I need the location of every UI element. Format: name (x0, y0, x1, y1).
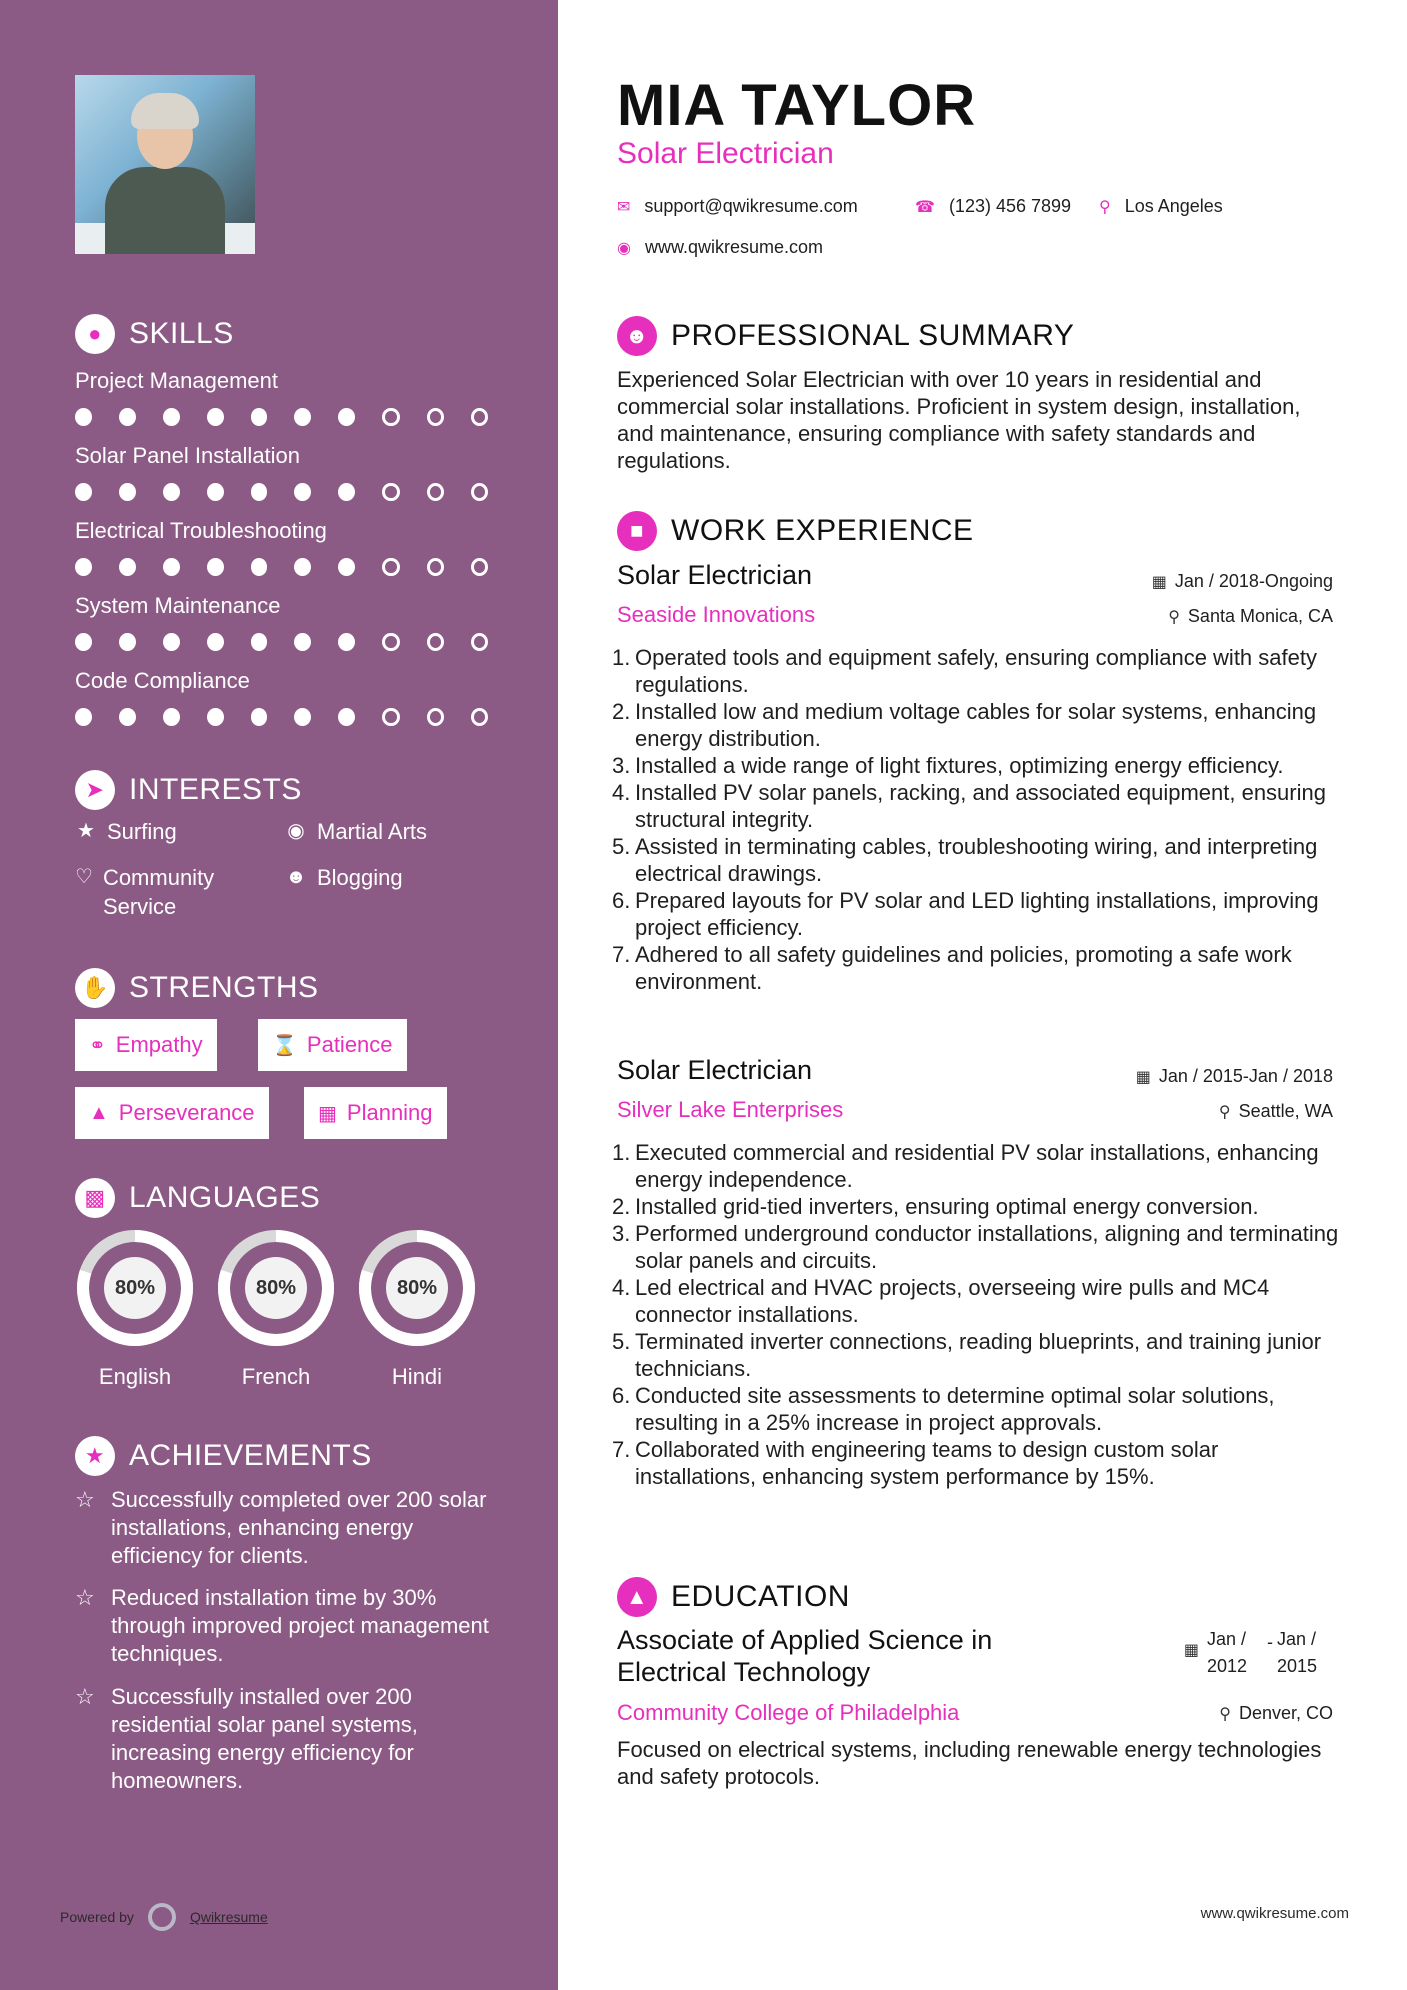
language-percent: 80% (386, 1257, 448, 1319)
duty-item: Adhered to all safety guidelines and policies, promoting a safe work environment. (635, 942, 1292, 994)
job-company: Seaside Innovations (617, 602, 816, 627)
sidebar (0, 0, 558, 1990)
hourglass-icon: ⌛ (272, 1034, 297, 1057)
map-pin-icon: ⚲ (1099, 198, 1111, 216)
skills-heading: ● SKILLS (75, 314, 234, 354)
globe-icon: ◉ (617, 239, 631, 257)
education-description: Focused on electrical systems, including renewable energy technologies and safety protocols. (617, 1737, 1322, 1789)
rating-dot (338, 633, 355, 651)
rating-dot (207, 708, 224, 726)
skill-item (75, 518, 515, 576)
rating-dot (119, 408, 136, 426)
language-name: Hindi (391, 1364, 443, 1389)
language-item (355, 1226, 479, 1390)
fist-icon: ✋ (75, 968, 115, 1008)
education-heading: ▲ EDUCATION (617, 1577, 850, 1617)
rating-dot (427, 558, 444, 576)
summary-heading: ☻ PROFESSIONAL SUMMARY (617, 316, 1074, 356)
rating-dot (471, 408, 488, 426)
rating-dot (338, 558, 355, 576)
duty-item: Performed underground conductor installations, aligning and terminating solar panels and circuits. (635, 1221, 1339, 1273)
skill-item (75, 443, 515, 501)
candidate-name: MIA TAYLOR (617, 73, 977, 138)
star-hand-icon: ☆ (75, 1487, 95, 1512)
degree: Associate of Applied Science in Electrical Technology (617, 1625, 993, 1687)
rating-dot (163, 633, 180, 651)
rating-dot (163, 408, 180, 426)
strengths-heading: ✋ STRENGTHS (75, 968, 319, 1008)
profile-photo (75, 75, 255, 254)
rating-dot (75, 408, 92, 426)
achievements-heading: ★ ACHIEVEMENTS (75, 1436, 372, 1476)
duty-item: Installed PV solar panels, racking, and associated equipment, ensuring structural integrity. (635, 780, 1326, 832)
user-icon: ☻ (617, 316, 657, 356)
duty-item: Executed commercial and residential PV solar installations, enhancing energy independence. (635, 1140, 1319, 1192)
language-name: English (98, 1364, 172, 1389)
users-icon: ☻ (285, 866, 307, 888)
language-percent: 80% (104, 1257, 166, 1319)
phone: ☎ (123) 456 7899 (915, 196, 1072, 216)
job-duties (612, 1139, 1342, 1490)
rating-dot (119, 483, 136, 501)
star-icon: ★ (77, 820, 95, 842)
rating-dot (75, 708, 92, 726)
rating-dot (471, 483, 488, 501)
powered-by: Powered by Qwikresume (60, 1903, 268, 1931)
location: ⚲ Los Angeles (1099, 196, 1223, 216)
language-percent: 80% (245, 1257, 307, 1319)
job-role: Solar Electrician (617, 1055, 813, 1085)
skill-item (75, 368, 515, 426)
rating-dot (163, 558, 180, 576)
duty-item: Terminated inverter connections, reading blueprints, and training junior technicians. (635, 1329, 1322, 1381)
skill-name: System Maintenance (75, 593, 281, 618)
pin-icon: ⚲ (1218, 1103, 1231, 1121)
school: Community College of Philadelphia (617, 1700, 960, 1725)
skill-rating (75, 708, 515, 726)
job-role: Solar Electrician (617, 560, 813, 590)
rating-dot (163, 708, 180, 726)
globe-icon: ◉ (287, 820, 305, 842)
qwikresume-logo-icon (148, 1903, 176, 1931)
interest-item: ★ Surfing (75, 817, 177, 846)
handshake-icon: ⚭ (89, 1034, 106, 1057)
skill-name: Project Management (75, 368, 278, 393)
strength-badge: ⌛ Patience (258, 1019, 407, 1071)
rating-dot (207, 483, 224, 501)
rating-dot (294, 558, 311, 576)
achievement-item: ☆ Successfully installed over 200 residential solar panel systems, increasing energy efficiency for homeowners. (75, 1684, 418, 1793)
duty-item: Prepared layouts for PV solar and LED lighting installations, improving project efficiency. (635, 888, 1319, 940)
rating-dot (294, 633, 311, 651)
rating-dot (75, 558, 92, 576)
summary-text: Experienced Solar Electrician with over 10 years in residential and commercial solar installations. Proficient in system design, installation, and maintenance, ensuring compliance with safety standards and regulations. (617, 367, 1301, 473)
skill-name: Solar Panel Installation (75, 443, 301, 468)
rating-dot (382, 633, 399, 651)
language-ring (355, 1226, 479, 1350)
education-dates: ▦ Jan / 2012 - Jan / 2015 (1183, 1629, 1318, 1676)
duty-item: Led electrical and HVAC projects, overseeing wire pulls and MC4 connector installations. (635, 1275, 1270, 1327)
rating-dot (427, 408, 444, 426)
chair-icon: ■ (617, 511, 657, 551)
rating-dot (471, 708, 488, 726)
qwikresume-link[interactable]: Qwikresume (189, 1909, 268, 1925)
skill-item (75, 668, 515, 726)
job-title: Solar Electrician (617, 137, 834, 170)
rating-dot (338, 408, 355, 426)
job-location: ⚲ Seattle, WA (1218, 1101, 1333, 1121)
languages-heading: ▩ LANGUAGES (75, 1178, 320, 1218)
strength-badge: ▦ Planning (304, 1087, 447, 1139)
duty-item: Collaborated with engineering teams to design custom solar installations, enhancing system performance by 15%. (635, 1437, 1219, 1489)
rating-dot (471, 558, 488, 576)
duty-item: Installed a wide range of light fixtures, optimizing energy efficiency. (635, 753, 1284, 778)
rating-dot (338, 708, 355, 726)
footer-url[interactable]: www.qwikresume.com (1200, 1905, 1349, 1922)
rating-dot (207, 633, 224, 651)
rating-dot (119, 558, 136, 576)
rating-dot (119, 708, 136, 726)
rating-dot (207, 558, 224, 576)
language-name: French (241, 1364, 311, 1389)
star-badge-icon: ★ (75, 1436, 115, 1476)
rating-dot (294, 483, 311, 501)
strength-badge: ▲ Perseverance (75, 1087, 269, 1139)
rating-dot (382, 708, 399, 726)
rating-dot (382, 558, 399, 576)
calendar-icon: ▦ (1183, 1642, 1199, 1659)
language-ring (214, 1226, 338, 1350)
duty-item: Operated tools and equipment safely, ensuring compliance with safety regulations. (635, 645, 1317, 697)
rating-dot (338, 483, 355, 501)
rating-dot (75, 633, 92, 651)
rating-dot (382, 483, 399, 501)
interest-item: ☻ Blogging (285, 865, 403, 890)
job-duties (612, 644, 1342, 995)
star-hand-icon: ☆ (75, 1585, 95, 1610)
skill-name: Electrical Troubleshooting (75, 518, 327, 543)
interest-item: ♡ Community Service (75, 865, 215, 919)
star-hand-icon: ☆ (75, 1684, 95, 1709)
job-company: Silver Lake Enterprises (617, 1097, 844, 1122)
language-item (214, 1226, 338, 1390)
education-location: ⚲ Denver, CO (1219, 1703, 1333, 1723)
achievement-item: ☆ Successfully completed over 200 solar installations, enhancing energy efficiency for clients. (75, 1487, 487, 1568)
envelope-icon: ✉ (617, 198, 631, 216)
graduate-icon: ▲ (617, 1577, 657, 1617)
duty-item: Installed low and medium voltage cables for solar systems, enhancing energy distribution. (635, 699, 1317, 751)
calendar-icon: ▦ (1135, 1068, 1151, 1086)
skill-rating (75, 408, 515, 426)
language-icon: ▩ (75, 1178, 115, 1218)
rating-dot (427, 708, 444, 726)
duty-item: Assisted in terminating cables, troubleshooting wiring, and interpreting electrical drawings. (635, 834, 1318, 886)
rating-dot (294, 708, 311, 726)
rating-dot (251, 708, 268, 726)
skill-name: Code Compliance (75, 668, 250, 693)
interest-item: ◉ Martial Arts (285, 817, 427, 846)
rating-dot (163, 483, 180, 501)
rating-dot (427, 633, 444, 651)
lightbulb-icon: ● (75, 314, 115, 354)
rating-dot (382, 408, 399, 426)
job-location: ⚲ Santa Monica, CA (1168, 606, 1333, 626)
interests-heading: ➤ INTERESTS (75, 770, 302, 810)
skill-rating (75, 558, 515, 576)
skill-rating (75, 483, 515, 501)
experience-heading: ■ WORK EXPERIENCE (617, 511, 974, 551)
rating-dot (471, 633, 488, 651)
language-ring (73, 1226, 197, 1350)
strength-badge: ⚭ Empathy (75, 1019, 217, 1071)
rating-dot (119, 633, 136, 651)
rating-dot (427, 483, 444, 501)
pin-icon: ⚲ (1219, 1705, 1231, 1723)
website[interactable]: ◉ www.qwikresume.com (617, 237, 824, 257)
calendar-icon: ▦ (1151, 573, 1167, 591)
road-icon: ▲ (89, 1101, 109, 1124)
rating-dot (207, 408, 224, 426)
pin-icon: ⚲ (1168, 608, 1180, 626)
achievement-item: ☆ Reduced installation time by 30% through improved project management techniques. (75, 1585, 489, 1666)
skill-item (75, 593, 515, 651)
rating-dot (294, 408, 311, 426)
language-item (73, 1226, 197, 1390)
rating-dot (251, 483, 268, 501)
email[interactable]: ✉ support@qwikresume.com (617, 196, 858, 216)
phone-icon: ☎ (915, 198, 935, 216)
hands-icon: ♡ (75, 866, 93, 888)
duty-item: Installed grid-tied inverters, ensuring optimal energy conversion. (635, 1194, 1259, 1219)
job-dates: ▦ Jan / 2018-Ongoing (1151, 571, 1333, 591)
rating-dot (75, 483, 92, 501)
rating-dot (251, 408, 268, 426)
rating-dot (251, 558, 268, 576)
rating-dot (251, 633, 268, 651)
duty-item: Conducted site assessments to determine optimal solar solutions, resulting in a 25% increase in project approvals. (635, 1383, 1275, 1435)
skill-rating (75, 633, 515, 651)
job-dates: ▦ Jan / 2015-Jan / 2018 (1135, 1066, 1333, 1086)
calendar-icon: ▦ (318, 1102, 337, 1125)
paper-plane-icon: ➤ (75, 770, 115, 810)
